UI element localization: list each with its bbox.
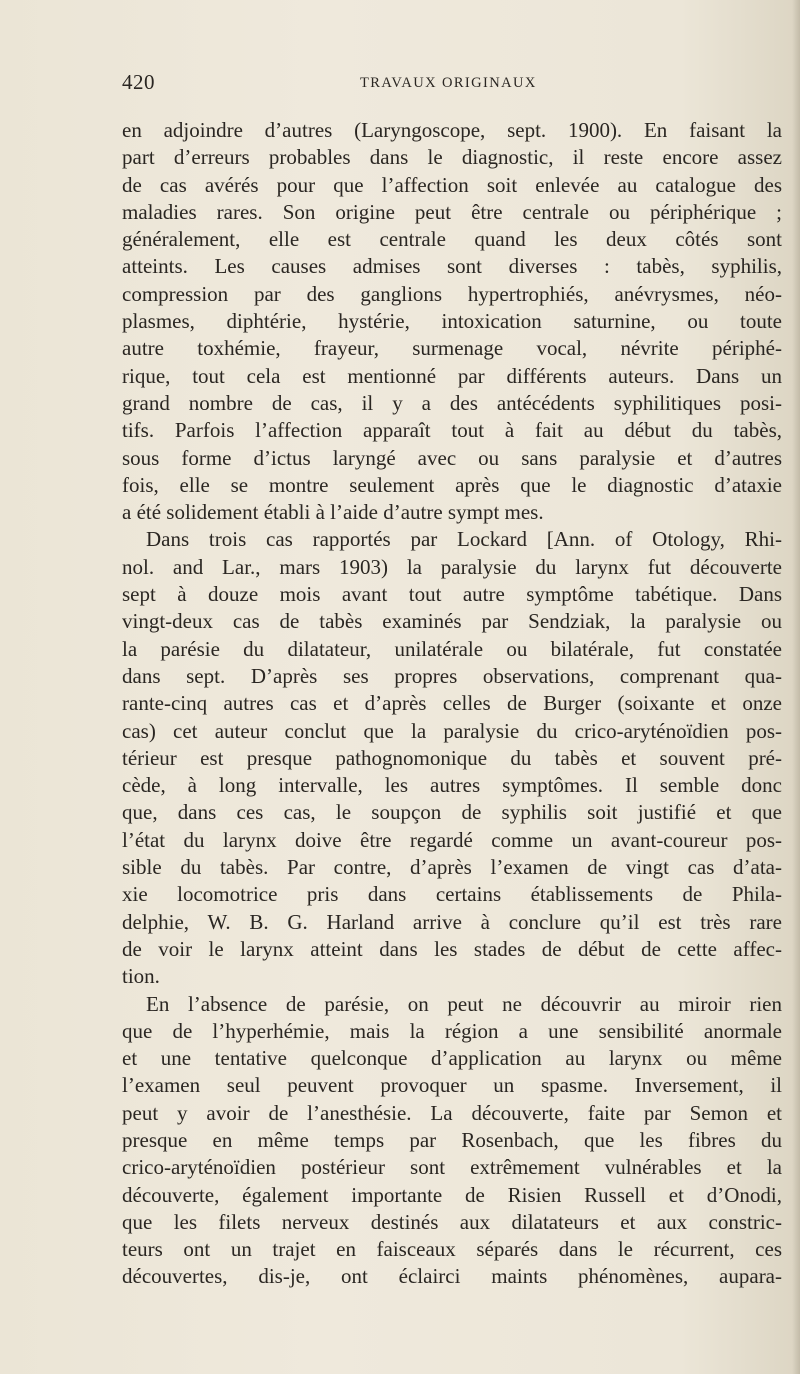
text-line: cède, à long intervalle, les autres symptômes. Il semble donc bbox=[122, 773, 782, 798]
text-line: maladies rares. Son origine peut être centrale ou périphérique ; bbox=[122, 199, 782, 224]
text-line: térieur est presque pathognomonique du tabès et souvent pré- bbox=[122, 745, 782, 770]
text-line: sible du tabès. Par contre, d’après l’examen de vingt cas d’ata- bbox=[122, 855, 782, 880]
text-line: plasmes, diphtérie, hystérie, intoxication saturnine, ou toute bbox=[122, 309, 782, 334]
text-line: compression par des ganglions hypertrophiés, anévrysmes, néo- bbox=[122, 281, 782, 306]
page-number: 420 bbox=[122, 70, 155, 94]
text-line: généralement, elle est centrale quand les deux côtés sont bbox=[122, 227, 782, 252]
text-line: Dans trois cas rapportés par Lockard [Ann. of Otology, Rhi- bbox=[146, 527, 782, 552]
text-line: sept à douze mois avant tout autre symptôme tabétique. Dans bbox=[122, 582, 782, 607]
text-line: peut y avoir de l’anesthésie. La découverte, faite par Semon et bbox=[122, 1100, 782, 1125]
text-line: delphie, W. B. G. Harland arrive à conclure qu’il est très rare bbox=[122, 909, 782, 934]
text-line: vingt-deux cas de tabès examinés par Sendziak, la paralysie ou bbox=[122, 609, 782, 634]
text-line: nol. and Lar., mars 1903) la paralysie du larynx fut découverte bbox=[122, 554, 782, 579]
text-line: part d’erreurs probables dans le diagnostic, il reste encore assez bbox=[122, 145, 782, 170]
text-line: grand nombre de cas, il y a des antécédents syphilitiques posi- bbox=[122, 390, 782, 415]
running-head: TRAVAUX ORIGINAUX bbox=[360, 75, 537, 91]
text-line: fois, elle se montre seulement après que le diagnostic d’ataxie bbox=[122, 472, 782, 497]
text-line: la parésie du dilatateur, unilatérale ou bilatérale, fut constatée bbox=[122, 636, 782, 661]
text-line: rante-cinq autres cas et d’après celles de Burger (soixante et onze bbox=[122, 691, 782, 716]
text-line: de cas avérés pour que l’affection soit enlevée au catalogue des bbox=[122, 172, 782, 197]
text-line: xie locomotrice pris dans certains établissements de Phila- bbox=[122, 882, 782, 907]
text-line: atteints. Les causes admises sont diverses : tabès, syphilis, bbox=[122, 254, 782, 279]
text-line: cas) cet auteur conclut que la paralysie du crico-aryténoïdien pos- bbox=[122, 718, 782, 743]
text-line: crico-aryténoïdien postérieur sont extrêmement vulnérables et la bbox=[122, 1155, 782, 1180]
text-line: presque en même temps par Rosenbach, que les fibres du bbox=[122, 1127, 782, 1152]
text-line: dans sept. D’après ses propres observations, comprenant qua- bbox=[122, 663, 782, 688]
text-line: l’état du larynx doive être regardé comme un avant-coureur pos- bbox=[122, 827, 782, 852]
text-line: rique, tout cela est mentionné par différents auteurs. Dans un bbox=[122, 363, 782, 388]
text-line: autre toxhémie, frayeur, surmenage vocal, névrite périphé- bbox=[122, 336, 782, 361]
text-line: tifs. Parfois l’affection apparaît tout à fait au début du tabès, bbox=[122, 418, 782, 443]
text-line: que, dans ces cas, le soupçon de syphilis soit justifié et que bbox=[122, 800, 782, 825]
text-line: l’examen seul peuvent provoquer un spasme. Inversement, il bbox=[122, 1073, 782, 1098]
page-header bbox=[122, 70, 782, 100]
text-line: sous forme d’ictus laryngé avec ou sans paralysie et d’autres bbox=[122, 445, 782, 470]
text-line: en adjoindre d’autres (Laryngoscope, sept. 1900). En faisant la bbox=[122, 118, 782, 142]
text-line: teurs ont un trajet en faisceaux séparés dans le récurrent, ces bbox=[122, 1237, 782, 1262]
text-line: que de l’hyperhémie, mais la région a une sensibilité anormale bbox=[122, 1018, 782, 1043]
text-line: En l’absence de parésie, on peut ne découvrir au miroir rien bbox=[146, 991, 782, 1016]
text-line: de voir le larynx atteint dans les stades de début de cette affec- bbox=[122, 936, 782, 961]
page-edge-shadow bbox=[792, 0, 800, 1374]
text-line: découvertes, dis-je, ont éclairci maints phénomènes, aupara- bbox=[122, 1264, 782, 1289]
text-line: découverte, également importante de Risien Russell et d’Onodi, bbox=[122, 1182, 782, 1207]
text-line: que les filets nerveux destinés aux dilatateurs et aux constric- bbox=[122, 1209, 782, 1234]
text-line: tion. bbox=[122, 964, 160, 989]
body-text bbox=[122, 117, 782, 1291]
text-line: et une tentative quelconque d’application au larynx ou même bbox=[122, 1046, 782, 1071]
text-line: a été solidement établi à l’aide d’autre sympt mes. bbox=[122, 500, 544, 525]
